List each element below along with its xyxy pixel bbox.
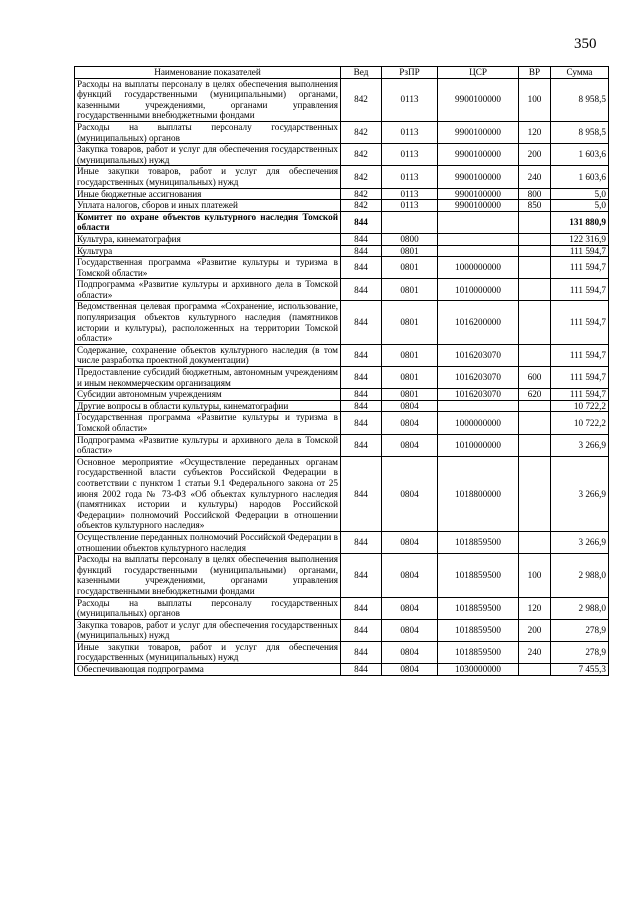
cell-name: Закупка товаров, работ и услуг для обеспечения государственных (муниципальных) нужд bbox=[75, 619, 341, 641]
cell-name: Субсидии автономным учреждениям bbox=[75, 389, 341, 401]
cell-sum: 8 958,5 bbox=[551, 78, 609, 121]
table-row bbox=[75, 344, 609, 366]
table-row bbox=[75, 641, 609, 663]
table-row bbox=[75, 400, 609, 412]
cell-rzpr: 0800 bbox=[382, 233, 438, 245]
cell-rzpr: 0804 bbox=[382, 400, 438, 412]
cell-vr bbox=[519, 257, 551, 279]
cell-name: Подпрограмма «Развитие культуры и архивного дела в Томской области» bbox=[75, 279, 341, 301]
cell-csr: 1016200000 bbox=[438, 301, 519, 344]
cell-sum: 111 594,7 bbox=[551, 344, 609, 366]
table-row bbox=[75, 121, 609, 143]
cell-ved: 844 bbox=[341, 344, 382, 366]
cell-sum: 131 880,9 bbox=[551, 211, 609, 233]
table-row bbox=[75, 257, 609, 279]
cell-csr: 1018859500 bbox=[438, 554, 519, 597]
cell-name: Закупка товаров, работ и услуг для обеспечения государственных (муниципальных) нужд bbox=[75, 144, 341, 166]
cell-ved: 844 bbox=[341, 412, 382, 434]
cell-vr: 240 bbox=[519, 641, 551, 663]
table-row bbox=[75, 211, 609, 233]
cell-name: Расходы на выплаты персоналу в целях обеспечения выполнения функций государственными (муниципальными) органами, казенными учреждениями, органами управления государственными внебюджетными фондами bbox=[75, 78, 341, 121]
cell-sum: 8 958,5 bbox=[551, 121, 609, 143]
cell-rzpr: 0801 bbox=[382, 301, 438, 344]
cell-csr: 1030000000 bbox=[438, 664, 519, 676]
cell-ved: 842 bbox=[341, 188, 382, 200]
cell-sum: 111 594,7 bbox=[551, 279, 609, 301]
cell-vr: 850 bbox=[519, 200, 551, 212]
table-row bbox=[75, 188, 609, 200]
cell-rzpr: 0113 bbox=[382, 121, 438, 143]
cell-csr: 1010000000 bbox=[438, 434, 519, 456]
cell-csr: 1018859500 bbox=[438, 619, 519, 641]
cell-rzpr: 0804 bbox=[382, 619, 438, 641]
cell-ved: 844 bbox=[341, 641, 382, 663]
cell-rzpr: 0801 bbox=[382, 367, 438, 389]
cell-name: Уплата налогов, сборов и иных платежей bbox=[75, 200, 341, 212]
header-ved: Вед bbox=[341, 67, 382, 79]
cell-sum: 1 603,6 bbox=[551, 144, 609, 166]
table-row bbox=[75, 78, 609, 121]
cell-vr bbox=[519, 301, 551, 344]
cell-ved: 842 bbox=[341, 78, 382, 121]
cell-vr: 200 bbox=[519, 144, 551, 166]
cell-rzpr: 0804 bbox=[382, 664, 438, 676]
cell-sum: 3 266,9 bbox=[551, 434, 609, 456]
cell-sum: 278,9 bbox=[551, 619, 609, 641]
cell-vr bbox=[519, 245, 551, 257]
cell-sum: 10 722,2 bbox=[551, 412, 609, 434]
cell-rzpr: 0113 bbox=[382, 200, 438, 212]
cell-name: Государственная программа «Развитие культуры и туризма в Томской области» bbox=[75, 257, 341, 279]
cell-csr bbox=[438, 400, 519, 412]
cell-ved: 844 bbox=[341, 597, 382, 619]
cell-csr: 1018800000 bbox=[438, 456, 519, 531]
cell-csr bbox=[438, 233, 519, 245]
cell-vr bbox=[519, 456, 551, 531]
cell-sum: 2 988,0 bbox=[551, 597, 609, 619]
cell-ved: 844 bbox=[341, 233, 382, 245]
cell-sum: 111 594,7 bbox=[551, 257, 609, 279]
cell-vr bbox=[519, 211, 551, 233]
cell-name: Осуществление переданных полномочий Российской Федерации в отношении объектов культурного наследия bbox=[75, 531, 341, 553]
cell-ved: 844 bbox=[341, 301, 382, 344]
cell-rzpr: 0113 bbox=[382, 78, 438, 121]
cell-vr: 100 bbox=[519, 78, 551, 121]
table-row bbox=[75, 619, 609, 641]
header-csr: ЦСР bbox=[438, 67, 519, 79]
cell-vr: 800 bbox=[519, 188, 551, 200]
cell-csr: 1010000000 bbox=[438, 279, 519, 301]
cell-csr: 1018859500 bbox=[438, 531, 519, 553]
header-sum: Сумма bbox=[551, 67, 609, 79]
cell-csr: 9900100000 bbox=[438, 188, 519, 200]
table-row bbox=[75, 456, 609, 531]
cell-csr: 9900100000 bbox=[438, 78, 519, 121]
table-header-row bbox=[75, 67, 609, 79]
cell-vr bbox=[519, 279, 551, 301]
cell-ved: 844 bbox=[341, 456, 382, 531]
cell-sum: 122 316,9 bbox=[551, 233, 609, 245]
table-row bbox=[75, 233, 609, 245]
cell-sum: 5,0 bbox=[551, 188, 609, 200]
table-row bbox=[75, 166, 609, 188]
cell-ved: 844 bbox=[341, 211, 382, 233]
table-row bbox=[75, 245, 609, 257]
cell-vr: 120 bbox=[519, 597, 551, 619]
table-row bbox=[75, 144, 609, 166]
cell-name: Расходы на выплаты персоналу государственных (муниципальных) органов bbox=[75, 121, 341, 143]
cell-name: Содержание, сохранение объектов культурного наследия (в том числе разработка проектной документации) bbox=[75, 344, 341, 366]
cell-vr: 120 bbox=[519, 121, 551, 143]
cell-ved: 844 bbox=[341, 434, 382, 456]
cell-vr bbox=[519, 434, 551, 456]
table-row bbox=[75, 664, 609, 676]
cell-ved: 842 bbox=[341, 166, 382, 188]
page-number: 350 bbox=[574, 36, 597, 52]
cell-csr: 9900100000 bbox=[438, 166, 519, 188]
cell-rzpr: 0804 bbox=[382, 412, 438, 434]
table-row bbox=[75, 434, 609, 456]
cell-name: Иные закупки товаров, работ и услуг для обеспечения государственных (муниципальных) нужд bbox=[75, 166, 341, 188]
cell-rzpr: 0804 bbox=[382, 597, 438, 619]
table-row bbox=[75, 554, 609, 597]
cell-vr bbox=[519, 531, 551, 553]
cell-csr: 1016203070 bbox=[438, 344, 519, 366]
cell-name: Культура, кинематография bbox=[75, 233, 341, 245]
cell-sum: 1 603,6 bbox=[551, 166, 609, 188]
cell-name: Основное мероприятие «Осуществление переданных органам государственной власти субъектов Российской Федерации в соответствии с пунктом 1 статьи 9.1 Федерального закона от 25 июня 2002 года № 73-ФЗ «Об объектах культурного наследия (памятниках истории и культуры) народов Российской Федерации» полномочий Российской Федерации в отношении объектов культурного наследия» bbox=[75, 456, 341, 531]
cell-vr: 600 bbox=[519, 367, 551, 389]
cell-sum: 111 594,7 bbox=[551, 389, 609, 401]
cell-csr: 1016203070 bbox=[438, 367, 519, 389]
cell-ved: 844 bbox=[341, 664, 382, 676]
cell-sum: 5,0 bbox=[551, 200, 609, 212]
cell-rzpr: 0113 bbox=[382, 166, 438, 188]
cell-csr: 1000000000 bbox=[438, 257, 519, 279]
cell-rzpr: 0801 bbox=[382, 344, 438, 366]
cell-sum: 10 722,2 bbox=[551, 400, 609, 412]
cell-name: Другие вопросы в области культуры, кинематографии bbox=[75, 400, 341, 412]
cell-name: Расходы на выплаты персоналу государственных (муниципальных) органов bbox=[75, 597, 341, 619]
cell-csr: 9900100000 bbox=[438, 121, 519, 143]
cell-sum: 3 266,9 bbox=[551, 456, 609, 531]
cell-ved: 844 bbox=[341, 389, 382, 401]
cell-sum: 278,9 bbox=[551, 641, 609, 663]
cell-rzpr: 0801 bbox=[382, 279, 438, 301]
cell-vr: 240 bbox=[519, 166, 551, 188]
budget-table bbox=[74, 66, 609, 676]
cell-name: Иные закупки товаров, работ и услуг для обеспечения государственных (муниципальных) нужд bbox=[75, 641, 341, 663]
cell-ved: 842 bbox=[341, 121, 382, 143]
cell-rzpr: 0804 bbox=[382, 456, 438, 531]
cell-ved: 844 bbox=[341, 554, 382, 597]
cell-vr: 200 bbox=[519, 619, 551, 641]
cell-ved: 844 bbox=[341, 279, 382, 301]
cell-ved: 844 bbox=[341, 400, 382, 412]
cell-csr bbox=[438, 211, 519, 233]
cell-sum: 111 594,7 bbox=[551, 367, 609, 389]
cell-rzpr bbox=[382, 211, 438, 233]
cell-ved: 844 bbox=[341, 257, 382, 279]
table-row bbox=[75, 200, 609, 212]
cell-name: Культура bbox=[75, 245, 341, 257]
cell-vr: 100 bbox=[519, 554, 551, 597]
cell-name: Иные бюджетные ассигнования bbox=[75, 188, 341, 200]
header-vr: ВР bbox=[519, 67, 551, 79]
cell-vr: 620 bbox=[519, 389, 551, 401]
cell-rzpr: 0804 bbox=[382, 641, 438, 663]
cell-name: Комитет по охране объектов культурного наследия Томской области bbox=[75, 211, 341, 233]
table-row bbox=[75, 412, 609, 434]
cell-rzpr: 0113 bbox=[382, 144, 438, 166]
cell-vr bbox=[519, 400, 551, 412]
cell-rzpr: 0804 bbox=[382, 531, 438, 553]
cell-sum: 3 266,9 bbox=[551, 531, 609, 553]
cell-vr bbox=[519, 664, 551, 676]
cell-name: Расходы на выплаты персоналу в целях обеспечения выполнения функций государственными (муниципальными) органами, казенными учреждениями, органами управления государственными внебюджетными фондами bbox=[75, 554, 341, 597]
table-row bbox=[75, 367, 609, 389]
cell-rzpr: 0801 bbox=[382, 389, 438, 401]
cell-rzpr: 0804 bbox=[382, 434, 438, 456]
cell-ved: 844 bbox=[341, 367, 382, 389]
cell-sum: 2 988,0 bbox=[551, 554, 609, 597]
header-rzpr: РзПР bbox=[382, 67, 438, 79]
cell-ved: 844 bbox=[341, 531, 382, 553]
cell-csr: 1000000000 bbox=[438, 412, 519, 434]
cell-rzpr: 0113 bbox=[382, 188, 438, 200]
cell-vr bbox=[519, 233, 551, 245]
table-row bbox=[75, 597, 609, 619]
cell-ved: 842 bbox=[341, 200, 382, 212]
header-name: Наименование показателей bbox=[75, 67, 341, 79]
table-row bbox=[75, 279, 609, 301]
cell-sum: 111 594,7 bbox=[551, 301, 609, 344]
cell-name: Обеспечивающая подпрограмма bbox=[75, 664, 341, 676]
cell-csr bbox=[438, 245, 519, 257]
cell-rzpr: 0804 bbox=[382, 554, 438, 597]
cell-name: Ведомственная целевая программа «Сохранение, использование, популяризация объектов культурного наследия (памятников истории и культуры), расположенных на территории Томской области» bbox=[75, 301, 341, 344]
table-row bbox=[75, 389, 609, 401]
cell-name: Подпрограмма «Развитие культуры и архивного дела в Томской области» bbox=[75, 434, 341, 456]
cell-csr: 9900100000 bbox=[438, 200, 519, 212]
cell-ved: 844 bbox=[341, 619, 382, 641]
cell-ved: 844 bbox=[341, 245, 382, 257]
cell-vr bbox=[519, 344, 551, 366]
table-row bbox=[75, 301, 609, 344]
cell-rzpr: 0801 bbox=[382, 257, 438, 279]
cell-rzpr: 0801 bbox=[382, 245, 438, 257]
cell-csr: 1018859500 bbox=[438, 641, 519, 663]
cell-csr: 1016203070 bbox=[438, 389, 519, 401]
table-row bbox=[75, 531, 609, 553]
cell-vr bbox=[519, 412, 551, 434]
cell-name: Государственная программа «Развитие культуры и туризма в Томской области» bbox=[75, 412, 341, 434]
cell-csr: 9900100000 bbox=[438, 144, 519, 166]
cell-sum: 111 594,7 bbox=[551, 245, 609, 257]
cell-name: Предоставление субсидий бюджетным, автономным учреждениям и иным некоммерческим организациям bbox=[75, 367, 341, 389]
cell-ved: 842 bbox=[341, 144, 382, 166]
cell-csr: 1018859500 bbox=[438, 597, 519, 619]
cell-sum: 7 455,3 bbox=[551, 664, 609, 676]
